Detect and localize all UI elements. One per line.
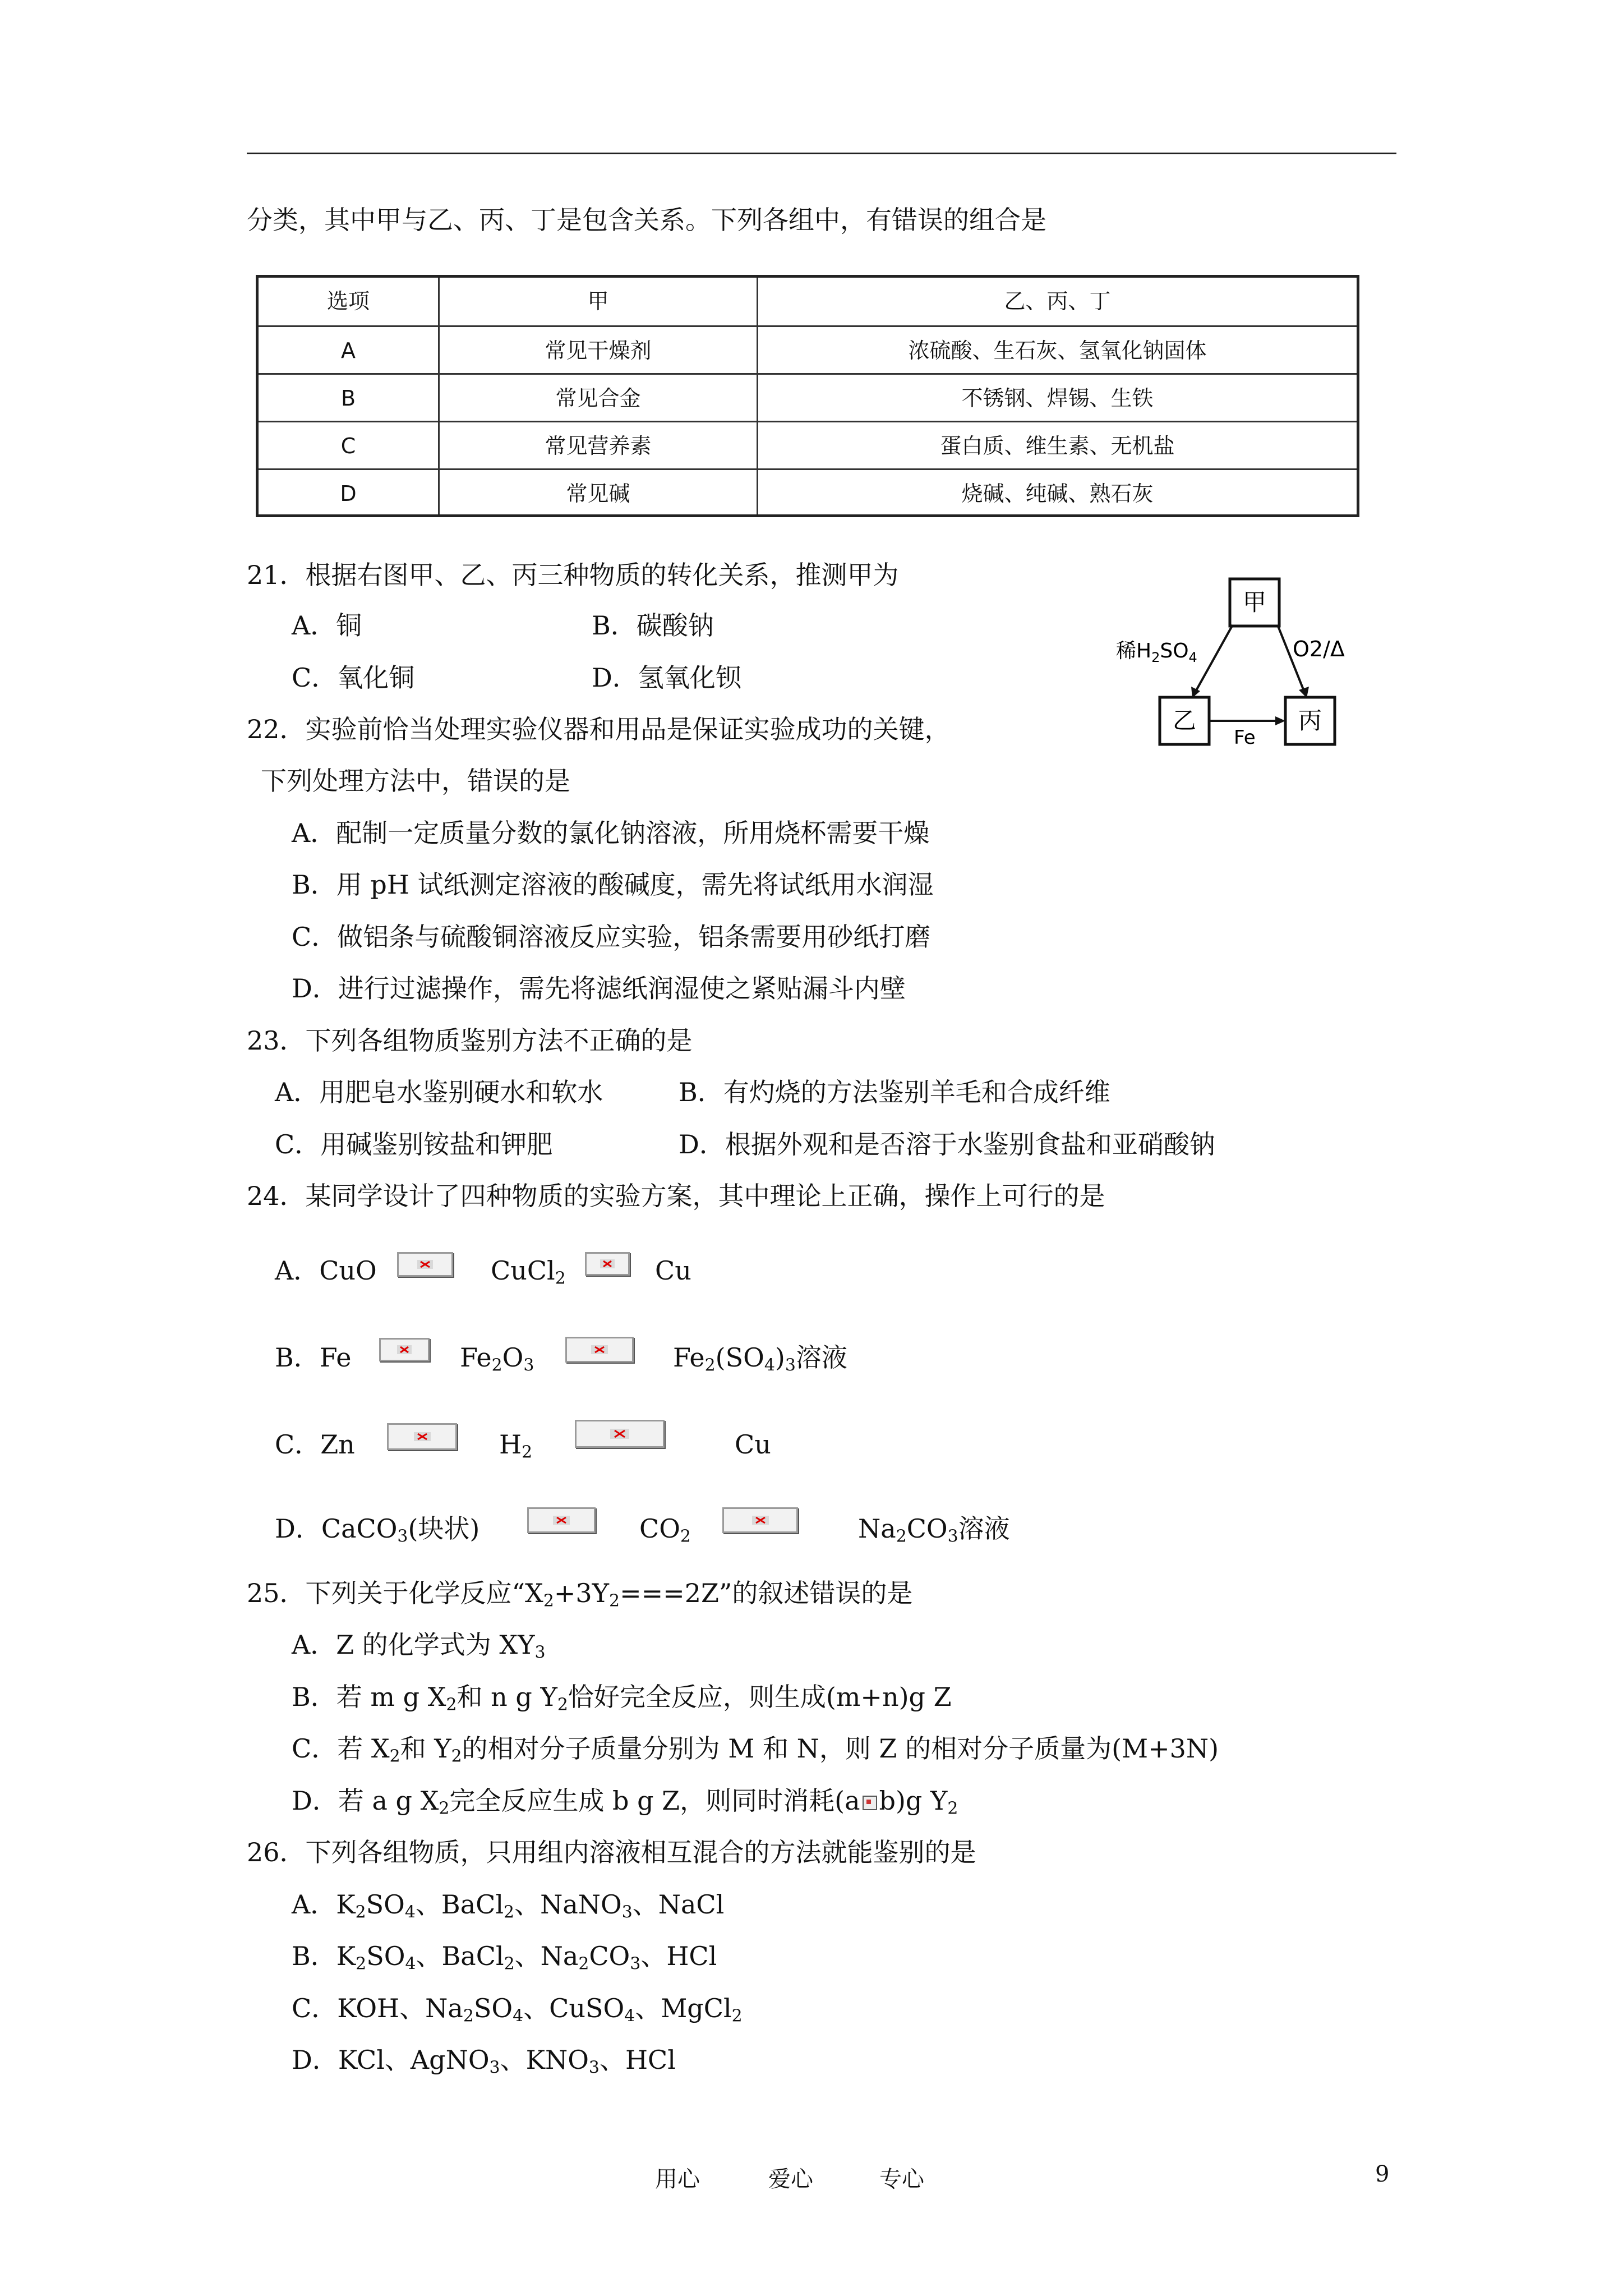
q25-option-a: A．Z 的化学式为 $XY_3$ [292,1630,546,1663]
q26-option-c: C．KOH、$Na_2SO_4$、CuSO$_4$、MgCl$_2$ [292,1993,743,2026]
edge-bottom-label: Fe [1234,726,1256,749]
q23-option-c: C．用碱鉴别铵盐和钾肥 [275,1129,553,1159]
node-left: 乙 [1172,707,1197,734]
footer-word: 用心 [655,2166,700,2192]
header-rule [247,153,1396,154]
missing-image [575,1420,665,1448]
table-cell: 烧碱、纯碱、熟石灰 [961,481,1154,506]
q21-stem: 21．根据右图甲、乙、丙三种物质的转化关系，推测甲为 [247,560,899,590]
q24-c-product: Cu [735,1429,771,1460]
footer-word: 专心 [879,2166,924,2192]
table-header: 甲 [587,289,609,314]
q26-option-d: D．KCl、AgNO$_3$、$KNO_3$、HCl [292,2045,676,2078]
edge-right-label: O2/Δ [1293,637,1345,661]
q25-option-c: C．若 $X_2$和 $Y_2$的相对分子质量分别为 M 和 N，则 Z 的相对分子质量为(M+3N) [292,1733,1219,1766]
node-right: 丙 [1298,707,1322,734]
table-cell: 蛋白质、维生素、无机盐 [940,434,1175,458]
q22-option-a: A．配制一定质量分数的氯化钠溶液，所用烧杯需要干燥 [292,818,930,848]
q24-stem: 24．某同学设计了四种物质的实验方案，其中理论上正确，操作上可行的是 [247,1181,1105,1211]
missing-image [379,1338,430,1361]
q22-option-c: C．做铝条与硫酸铜溶液反应实验，铝条需要用砂纸打磨 [292,922,931,952]
edge-left-label: 稀$H_2SO_4$ [1116,639,1197,665]
q25-option-d: D．若 a g $X_2$完全反应生成 b g Z，则同时消耗(a b)g $Y_2$ [292,1786,958,1819]
q23-stem: 23．下列各组物质鉴别方法不正确的是 [247,1025,693,1056]
table-header: 乙、丙、丁 [1004,289,1111,314]
conversion-diagram [1116,572,1352,752]
q21-option-d: D．氢氧化钡 [592,662,741,693]
q22-option-d: D．进行过滤操作，需先将滤纸润湿使之紧贴漏斗内壁 [292,973,906,1004]
table-cell: 常见合金 [555,386,641,411]
q24-d-reactant: D．CaCO$_3$(块状) [275,1513,480,1547]
q24-c-mid: $H_2$ [499,1429,533,1462]
table-cell: B [340,386,356,411]
table-cell: A [341,338,356,363]
q24-b-reactant: B．Fe [275,1342,352,1373]
q25-option-b: B．若 m g $X_2$和 n g $Y_2$恰好完全反应，则生成(m+n)g Z [292,1682,952,1715]
q26-stem: 26．下列各组物质，只用组内溶液相互混合的方法就能鉴别的是 [247,1837,976,1867]
q22-stem: 22．实验前恰当处理实验仪器和用品是保证实验成功的关键， [247,714,951,744]
q24-c-reactant: C．Zn [275,1429,355,1460]
q21-option-c: C．氧化铜 [292,662,415,693]
table-cell: 常见碱 [566,481,630,506]
q21-option-a: A．铜 [292,610,362,641]
arrow-top-left [1195,625,1233,693]
q21-option-b: B．碳酸钠 [592,610,714,641]
q24-b-mid: $Fe_2O_3$ [460,1342,534,1375]
missing-image [397,1252,453,1277]
missing-image [722,1507,798,1533]
missing-image [387,1423,457,1450]
q24-a-mid: CuCl$_2$ [491,1255,566,1289]
table-cell: 不锈钢、焊锡、生铁 [961,386,1154,411]
node-top: 甲 [1242,588,1267,616]
table-row [259,373,1357,422]
q24-d-product: $Na_2CO_3$溶液 [858,1513,1010,1547]
table-cell: D [340,481,357,506]
q22-stem-cont: 下列处理方法中，错误的是 [261,766,570,796]
table-row [259,421,1357,470]
table-header: 选项 [326,289,370,314]
missing-image [527,1507,596,1533]
table-header-row [259,278,1357,325]
missing-image [585,1252,630,1276]
q24-a-reactant: A．CuO [275,1255,377,1286]
footer-word: 爱心 [768,2166,813,2192]
q24-a-product: Cu [655,1255,691,1286]
q24-b-product: $Fe_2(SO_4)_3$溶液 [673,1342,847,1375]
q23-option-b: B．有灼烧的方法鉴别羊毛和合成纤维 [679,1077,1110,1107]
question-intro: 分类，其中甲与乙、丙、丁是包含关系。下列各组中，有错误的组合是 [247,205,1046,235]
q23-option-d: D．根据外观和是否溶于水鉴别食盐和亚硝酸钠 [679,1129,1215,1159]
q25-stem: 25．下列关于化学反应“$X_2+3Y_2===2Z$”的叙述错误的是 [247,1578,913,1611]
table-cell: 常见营养素 [545,434,652,458]
table-cell: 常见干燥剂 [545,338,652,363]
table-row [259,325,1357,375]
table-row [259,468,1357,518]
classification-table [256,275,1359,517]
arrowhead [1275,716,1285,725]
q23-option-a: A．用肥皂水鉴别硬水和软水 [275,1077,603,1107]
q24-d-mid: $CO_2$ [639,1513,691,1547]
missing-image [565,1337,634,1363]
q22-option-b: B．用 pH 试纸测定溶液的酸碱度，需先将试纸用水润湿 [292,869,934,900]
page-number: 9 [1375,2161,1390,2187]
q26-option-a: A．$K_2SO_4$、BaCl$_2$、NaNO$_3$、NaCl [292,1889,725,1922]
missing-glyph-icon [863,1796,877,1810]
q26-option-b: B．$K_2SO_4$、BaCl$_2$、$Na_2CO_3$、HCl [292,1941,717,1974]
table-cell: 浓硫酸、生石灰、氢氧化钠固体 [908,338,1207,363]
table-cell: C [340,434,356,458]
